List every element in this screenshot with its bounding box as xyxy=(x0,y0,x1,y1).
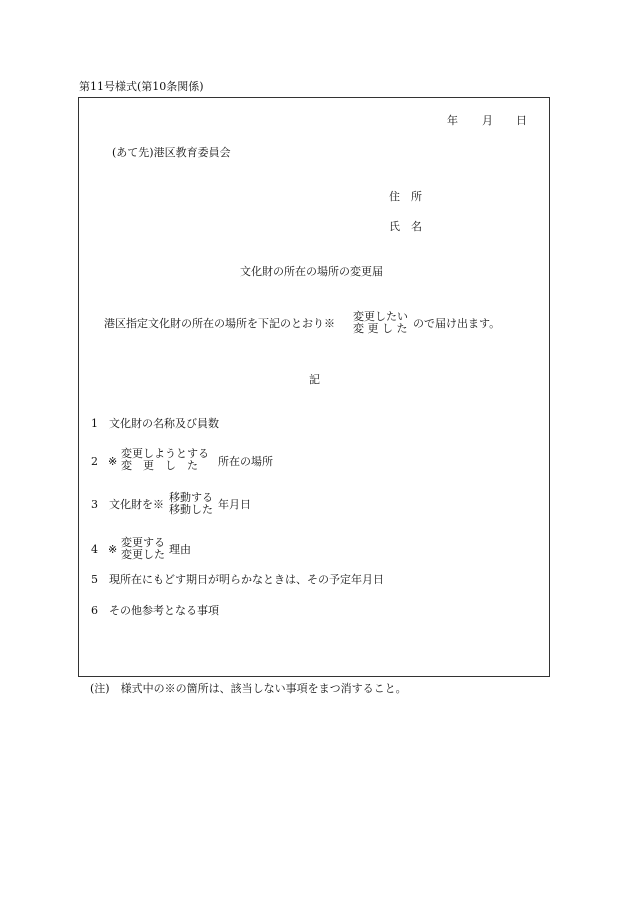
item-4-number: 4 xyxy=(91,543,98,556)
item-6-number: 6 xyxy=(91,604,98,617)
item-2-option-stack xyxy=(121,448,209,472)
item-4-suffix: 理由 xyxy=(169,543,191,556)
address-label: 住 所 xyxy=(389,190,422,203)
date-year-label: 年 xyxy=(447,114,458,127)
form-title: 文化財の所在の場所の変更届 xyxy=(240,265,383,278)
item-3-suffix: 年月日 xyxy=(218,498,251,511)
item-6-text: その他参考となる事項 xyxy=(109,604,219,617)
item-2-suffix: 所在の場所 xyxy=(218,455,273,468)
addressee: (あて先)港区教育委員会 xyxy=(112,146,231,159)
item-1-text: 文化財の名称及び員数 xyxy=(109,417,219,430)
ki-label: 記 xyxy=(309,373,320,386)
date-day-label: 日 xyxy=(516,114,527,127)
item-3-prefix: 文化財を※ xyxy=(109,498,164,511)
date-month-label: 月 xyxy=(482,114,493,127)
item-4-mark: ※ xyxy=(108,543,118,556)
item-5-text: 現所在にもどす期日が明らかなときは、その予定年月日 xyxy=(109,573,384,586)
body-prefix: 港区指定文化財の所在の場所を下記のとおり※ xyxy=(104,317,335,330)
form-number: 第11号様式(第10条関係) xyxy=(79,80,204,93)
body-option-stack xyxy=(353,311,408,335)
item-1-number: 1 xyxy=(91,417,98,430)
form-frame xyxy=(78,97,550,677)
item-3-option-top: 移動する xyxy=(169,491,213,504)
footnote: (注) 様式中の※の箇所は、該当しない事項をまつ消すること。 xyxy=(90,682,407,695)
item-2-number: 2 xyxy=(91,455,98,468)
item-2-option-top: 変更しようとする xyxy=(121,447,209,460)
item-4-option-stack xyxy=(121,537,165,561)
item-4-option-top: 変更する xyxy=(121,536,165,549)
item-2-option-bottom: 変 更 し た xyxy=(121,459,198,472)
item-5-number: 5 xyxy=(91,573,98,586)
item-4-option-bottom: 変更した xyxy=(121,548,165,561)
item-3-option-stack xyxy=(169,492,213,516)
body-option-top: 変更したい xyxy=(353,310,408,323)
item-3-option-bottom: 移動した xyxy=(169,503,213,516)
body-option-bottom: 変 更 し た xyxy=(353,322,408,335)
name-label: 氏 名 xyxy=(389,220,422,233)
item-3-number: 3 xyxy=(91,498,98,511)
item-2-mark: ※ xyxy=(108,455,118,468)
body-suffix: ので届け出ます。 xyxy=(413,317,501,330)
